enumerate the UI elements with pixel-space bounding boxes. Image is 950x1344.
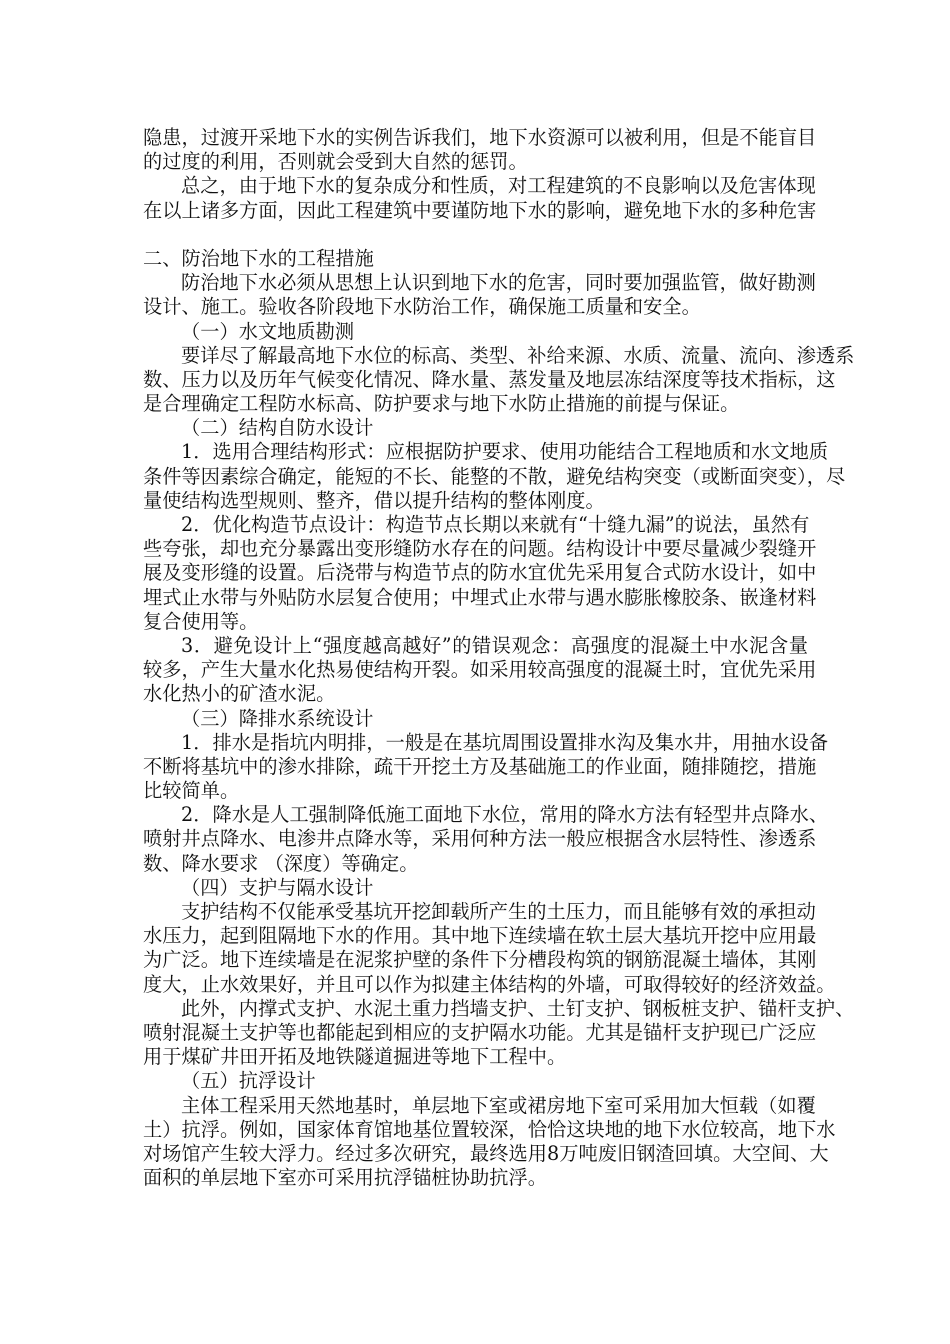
text-line: 防治地下水必须从思想上认识到地下水的危害，同时要加强监管，做好勘测: [181, 271, 816, 295]
text-line: 数、降水要求 （深度）等确定。: [143, 851, 419, 875]
text-line: 主体工程采用天然地基时，单层地下室或裙房地下室可采用加大恒载（如覆: [181, 1093, 816, 1117]
text-line: 度大，止水效果好，并且可以作为拟建主体结构的外墙，可取得较好的经济效益。: [143, 972, 836, 996]
text-line: 比较简单。: [143, 779, 240, 803]
text-line: 3．避免设计上“强度越高越好”的错误观念：高强度的混凝土中水泥含量: [181, 633, 808, 657]
text-line: 的过度的利用，否则就会受到大自然的惩罚。: [143, 150, 528, 174]
text-line: （一）水文地质勘测: [181, 319, 355, 343]
document-page: [143, 126, 855, 1190]
text-line: 要详尽了解最高地下水位的标高、类型、补给来源、水质、流量、流向、渗透系: [181, 343, 855, 367]
text-line: 数、压力以及历年气候变化情况、降水量、蒸发量及地层冻结深度等技术指标，这: [143, 367, 836, 391]
text-line: 1．排水是指坑内明排，一般是在基坑周围设置排水沟及集水井，用抽水设备: [181, 730, 829, 754]
text-line: 对场馆产生较大浮力。经过多次研究，最终选用8万吨废旧钢渣回填。大空间、大: [143, 1141, 829, 1165]
text-line: 面积的单层地下室亦可采用抗浮锚桩协助抗浮。: [143, 1166, 547, 1190]
text-line: （五）抗浮设计: [181, 1069, 316, 1093]
text-line: 喷射井点降水、电渗井点降水等，采用何种方法一般应根据含水层特性、渗透系: [143, 827, 817, 851]
text-line: 水压力，起到阻隔地下水的作用。其中地下连续墙在软土层大基坑开挖中应用最: [143, 924, 817, 948]
text-line: 复合使用等。: [143, 609, 259, 633]
blank-line: [143, 223, 808, 247]
text-line: 设计、施工。验收各阶段地下水防治工作，确保施工质量和安全。: [143, 295, 701, 319]
text-line: 埋式止水带与外贴防水层复合使用；中埋式止水带与遇水膨胀橡胶条、嵌逢材料: [143, 585, 817, 609]
text-line: 在以上诸多方面，因此工程建筑中要谨防地下水的影响，避免地下水的多种危害: [143, 198, 817, 222]
text-line: （四）支护与隔水设计: [181, 875, 374, 899]
text-line: 展及变形缝的设置。后浇带与构造节点的防水宜优先采用复合式防水设计，如中: [143, 561, 817, 585]
text-line: 不断将基坑中的渗水排除，疏干开挖土方及基础施工的作业面，随排随挖，措施: [143, 754, 817, 778]
text-line: 用于煤矿井田开拓及地铁隧道掘进等地下工程中。: [143, 1045, 567, 1069]
text-line: 为广泛。地下连续墙是在泥浆护壁的条件下分槽段构筑的钢筋混凝土墙体，其刚: [143, 948, 817, 972]
text-line: 此外，内撑式支护、水泥土重力挡墙支护、土钉支护、钢板桩支护、锚杆支护、: [181, 996, 855, 1020]
text-line: 2．降水是人工强制降低施工面地下水位，常用的降水方法有轻型井点降水、: [181, 803, 829, 827]
text-line: 支护结构不仅能承受基坑开挖卸载所产生的土压力，而且能够有效的承担动: [181, 900, 816, 923]
text-line: 较多，产生大量水化热易使结构开裂。如采用较高强度的混凝土时，宜优先采用: [143, 658, 817, 682]
text-line: （三）降排水系统设计: [181, 706, 374, 730]
text-line: 条件等因素综合确定，能短的不长、能整的不散，避免结构突变（或断面突变），尽: [143, 464, 846, 488]
text-line: 些夸张，却也充分暴露出变形缝防水存在的问题。结构设计中要尽量减少裂缝开: [143, 537, 817, 561]
text-line: 2．优化构造节点设计：构造节点长期以来就有“十缝九漏”的说法，虽然有: [181, 513, 810, 536]
text-line: 二、防治地下水的工程措施: [143, 246, 374, 270]
text-line: 总之，由于地下水的复杂成分和性质，对工程建筑的不良影响以及危害体现: [181, 174, 816, 198]
text-line: 量使结构选型规则、整齐，借以提升结构的整体刚度。: [143, 488, 605, 512]
text-line: 土）抗浮。例如，国家体育馆地基位置较深，恰恰这块地的地下水位较高，地下水: [143, 1117, 836, 1141]
text-line: 水化热小的矿渣水泥。: [143, 682, 336, 706]
text-line: 是合理确定工程防水标高、防护要求与地下水防止措施的前提与保证。: [143, 392, 740, 416]
text-line: 隐患，过渡开采地下水的实例告诉我们，地下水资源可以被利用，但是不能盲目: [143, 126, 817, 149]
text-line: 喷射混凝土支护等也都能起到相应的支护隔水功能。尤其是锚杆支护现已广泛应: [143, 1020, 817, 1044]
text-line: 1．选用合理结构形式：应根据防护要求、使用功能结合工程地质和水文地质: [181, 440, 829, 464]
text-line: （二）结构自防水设计: [181, 416, 374, 440]
